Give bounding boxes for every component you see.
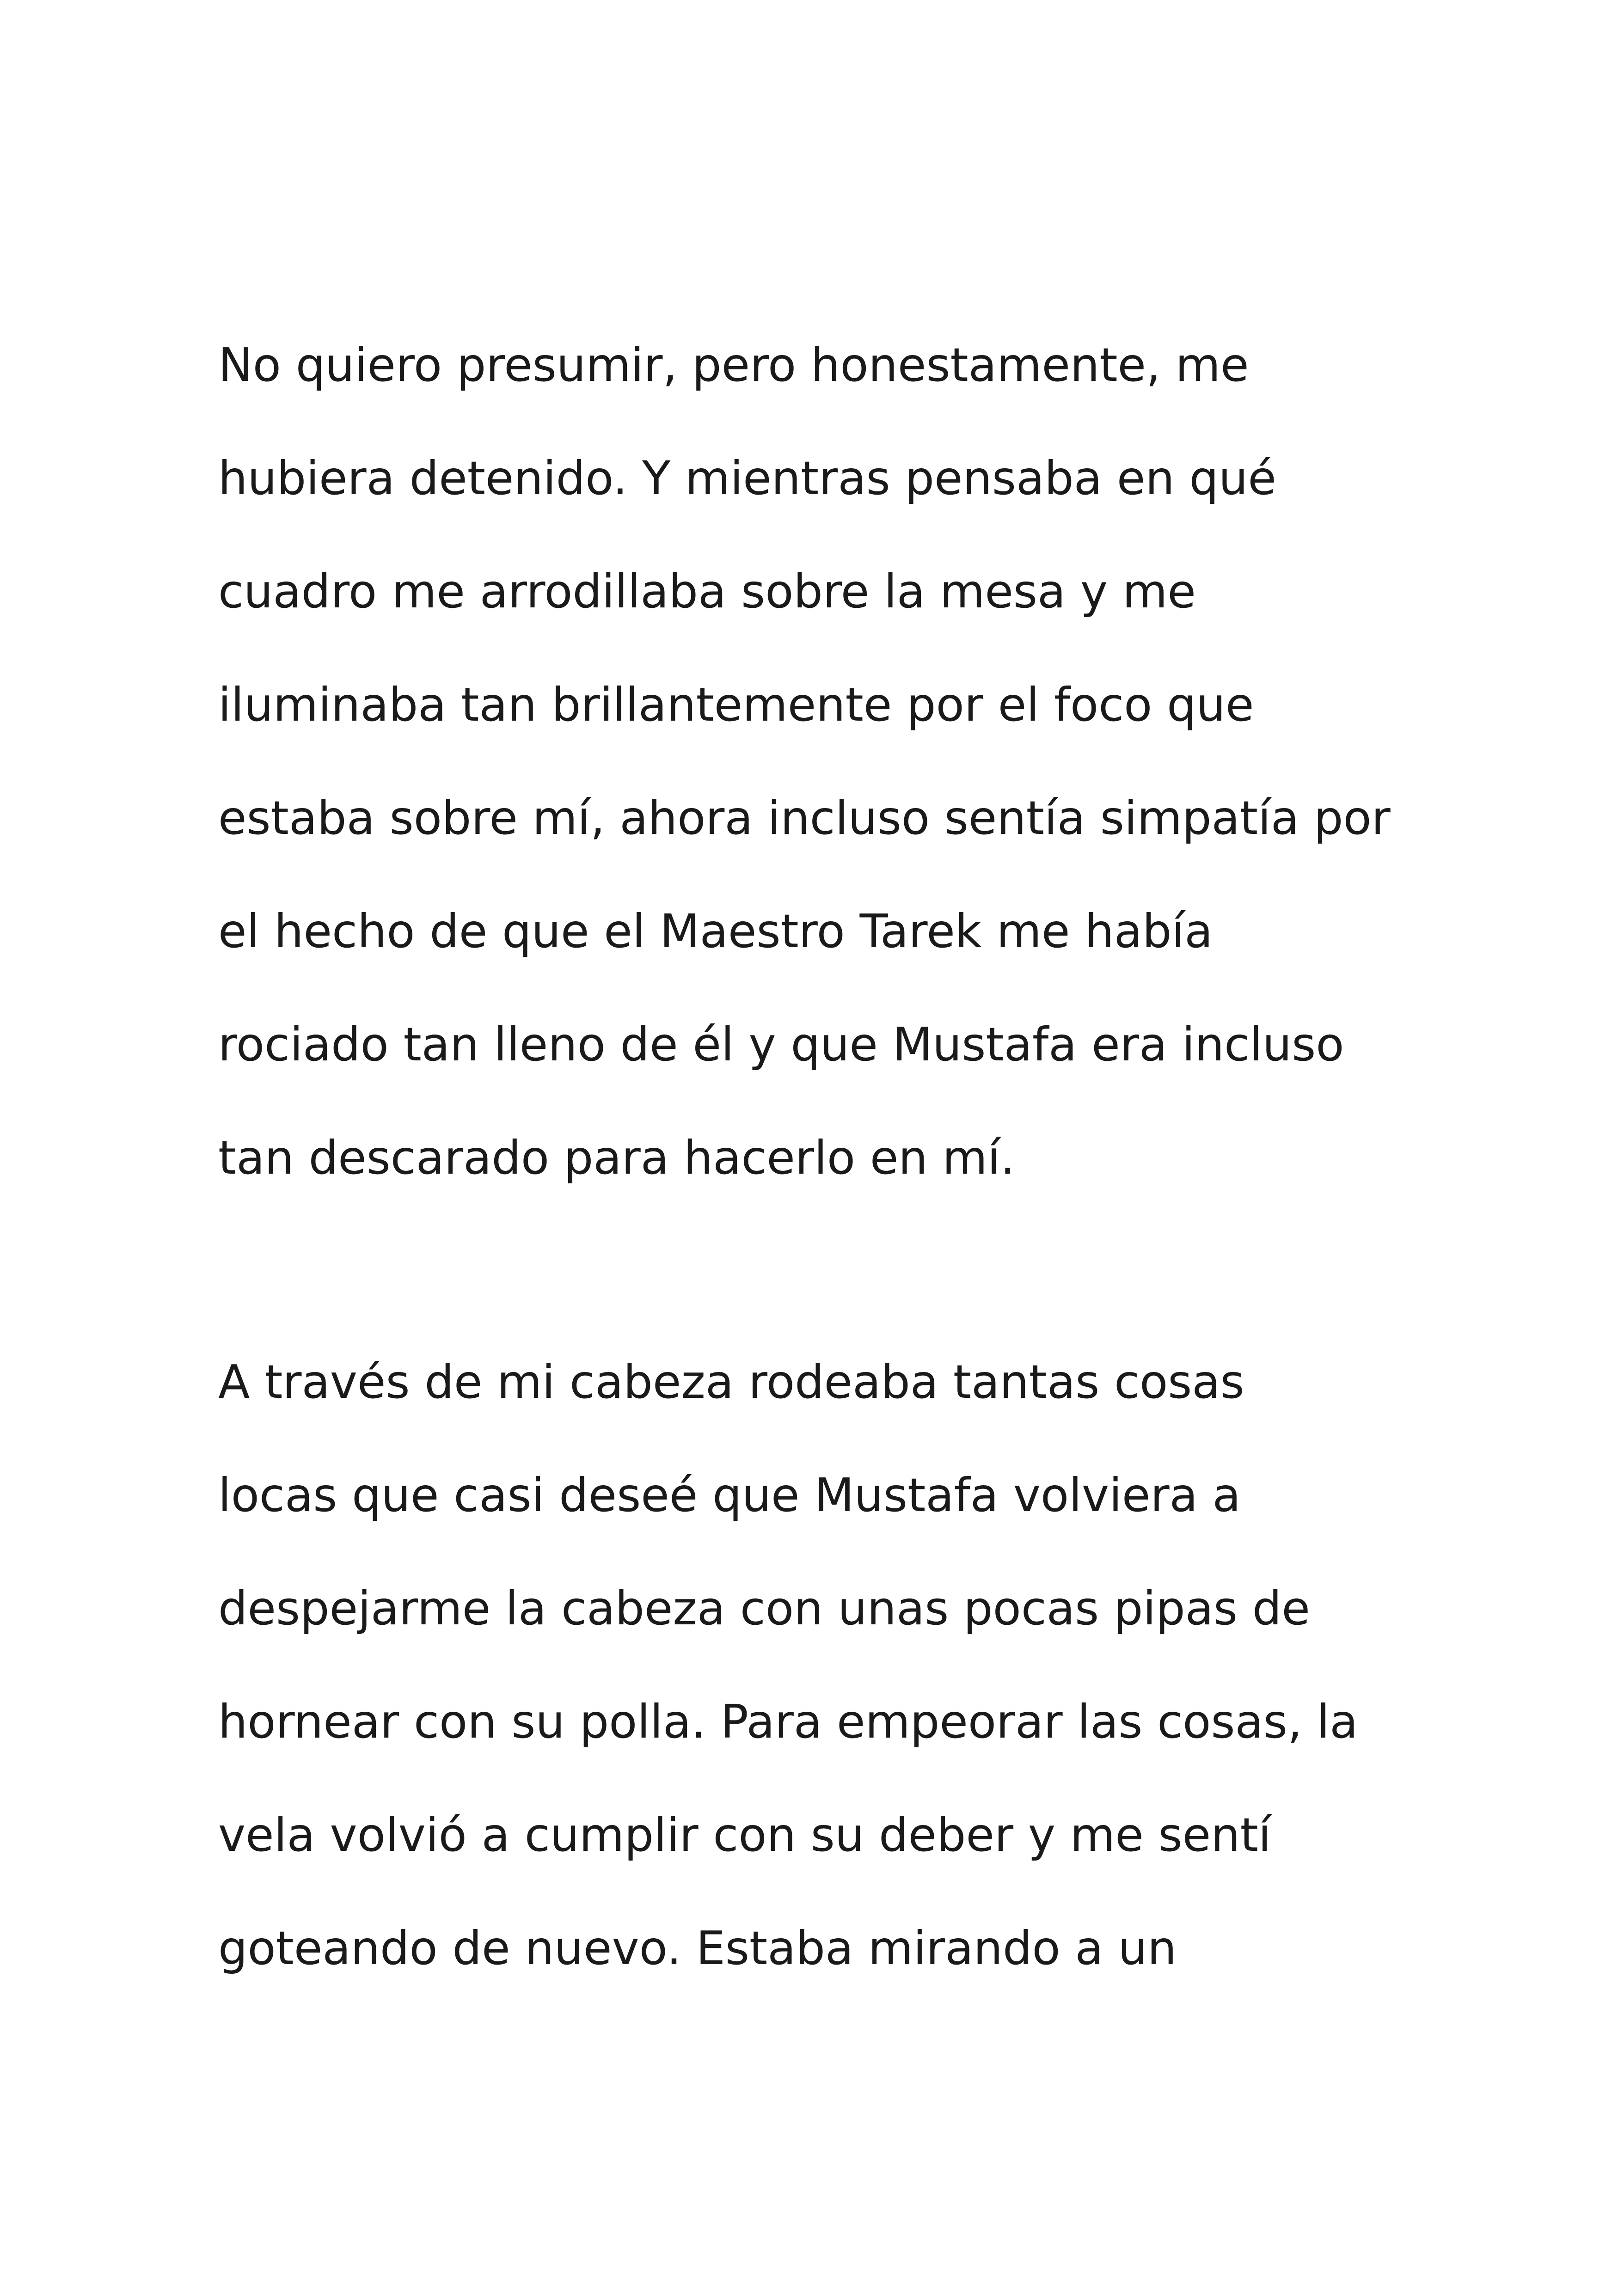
paragraph-line: locas que casi deseé que Mustafa volviera a bbox=[218, 1468, 1241, 1522]
paragraph-2 bbox=[218, 1350, 1420, 1997]
paragraph-line: goteando de nuevo. Estaba mirando a un bbox=[218, 1921, 1177, 1975]
paragraph-line: tan descarado para hacerlo en mí. bbox=[218, 1131, 1015, 1185]
paragraph-line: hubiera detenido. Y mientras pensaba en qué bbox=[218, 451, 1276, 505]
paragraph-line: A través de mi cabeza rodeaba tantas cosas bbox=[218, 1355, 1244, 1409]
paragraph-line: el hecho de que el Maestro Tarek me había bbox=[218, 904, 1213, 958]
paragraph-line: rociado tan lleno de él y que Mustafa era incluso bbox=[218, 1017, 1344, 1071]
paragraph-line: vela volvió a cumplir con su deber y me sentí bbox=[218, 1808, 1271, 1862]
paragraph-line: No quiero presumir, pero honestamente, me bbox=[218, 338, 1249, 392]
paragraph-1 bbox=[218, 333, 1420, 1185]
paragraph-line: hornear con su polla. Para empeorar las cosas, la bbox=[218, 1695, 1358, 1749]
paragraph-line: iluminaba tan brillantemente por el foco que bbox=[218, 678, 1254, 732]
paragraph-line: cuadro me arrodillaba sobre la mesa y me bbox=[218, 564, 1196, 618]
paragraph-line: despejarme la cabeza con unas pocas pipas de bbox=[218, 1581, 1310, 1635]
paragraph-line: estaba sobre mí, ahora incluso sentía simpatía por bbox=[218, 791, 1391, 845]
